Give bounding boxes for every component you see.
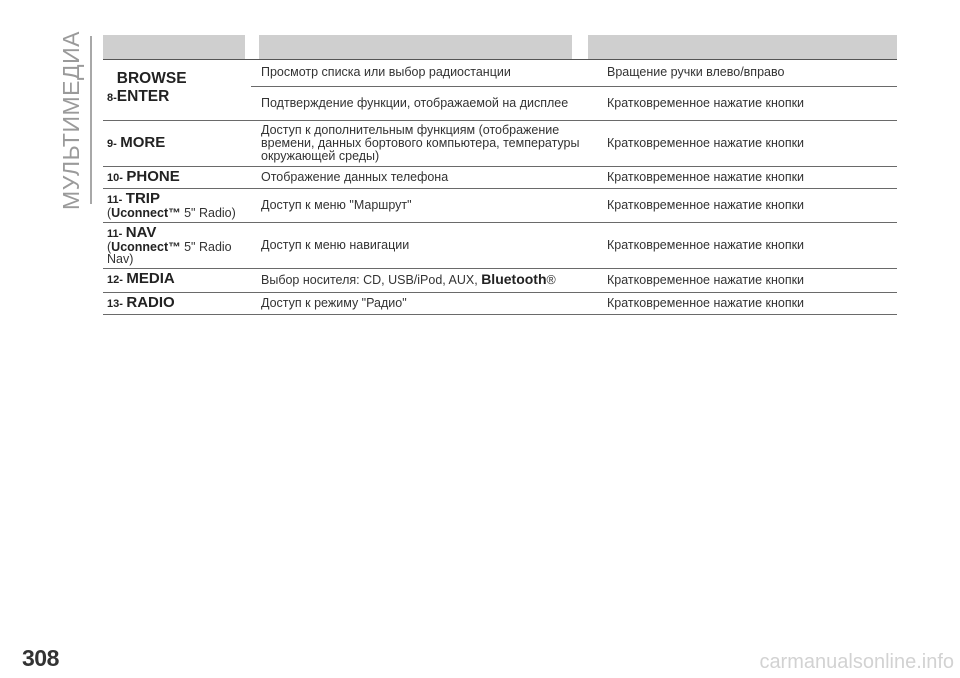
control-number: 11- [107,227,123,240]
note-model: 5" Radio Nav) [107,239,232,266]
function-cell: Просмотр списка или выбор радиостанции [251,60,599,86]
control-number: 10- [107,171,123,184]
note-paren: ( [107,205,112,220]
function-text: Выбор носителя: [261,273,364,287]
function-cell: Отображение данных телефона [251,166,599,188]
function-cell: Доступ к дополнительным функциям (отображение времени, данных бортового компьютера, температуры окружающей среды) [251,120,599,166]
control-key-name: TRIP [125,189,160,207]
table-row [103,292,897,314]
action-cell: Кратковременное нажатие кнопки [599,188,897,222]
control-key-cell [103,292,251,314]
control-number: 9- [107,137,117,150]
function-cell: Доступ к меню навигации [251,222,599,268]
section-title-text: МУЛЬТИМЕДИА [57,30,84,210]
note-model: 5" Radio) [180,205,236,220]
action-cell: Кратковременное нажатие кнопки [599,268,897,292]
watermark-text: carmanualsonline.info [759,651,954,673]
control-key-cell [103,60,251,120]
control-key-cell [103,222,251,268]
control-key-name: PHONE [126,167,180,185]
control-key-name: MORE [120,133,166,151]
controls-table [103,60,897,315]
table-header-cell-2 [259,35,572,59]
table-row [103,188,897,222]
control-key-name: MEDIA [126,269,175,287]
function-cell: Подтверждение функции, отображаемой на дисплее [251,86,599,120]
control-key-cell [103,120,251,166]
control-key-name: NAV [125,223,157,241]
note-paren: ( [107,239,112,254]
table-row [103,268,897,292]
side-divider [90,36,92,204]
action-cell: Кратковременное нажатие кнопки [599,166,897,188]
table-header-cell-1 [103,35,245,59]
model-note [107,207,251,219]
table-row [103,222,897,268]
function-cell: Доступ к режиму "Радио" [251,292,599,314]
action-cell: Вращение ручки влево/вправо [599,60,897,86]
action-cell: Кратковременное нажатие кнопки [599,86,897,120]
page-number: 308 [22,645,59,671]
control-number: 13- [107,297,123,310]
action-cell: Кратковременное нажатие кнопки [599,292,897,314]
action-cell: Кратковременное нажатие кнопки [599,120,897,166]
function-media-list: CD, USB/iPod, AUX, [363,273,482,287]
control-key-cell [103,268,251,292]
table-header-cell-3 [588,35,897,59]
table-row [103,120,897,166]
bluetooth-label: Bluetooth [481,271,547,287]
table-row [103,166,897,188]
section-title-vertical [54,30,88,210]
action-cell: Кратковременное нажатие кнопки [599,222,897,268]
control-key-name: BROWSE ENTER [116,70,187,105]
control-number: 11- [107,193,123,206]
table-row [103,60,897,86]
control-key-name: RADIO [126,293,175,311]
function-cell: Доступ к меню "Маршрут" [251,188,599,222]
control-number: 12- [107,273,123,286]
control-key-cell [103,166,251,188]
model-note [107,241,237,265]
control-key-cell [103,188,251,222]
control-number: 8- [107,92,117,104]
registered-mark: ® [546,273,556,287]
note-brand: Uconnect™ [111,205,181,220]
function-cell [251,268,599,292]
note-brand: Uconnect™ [111,239,181,254]
